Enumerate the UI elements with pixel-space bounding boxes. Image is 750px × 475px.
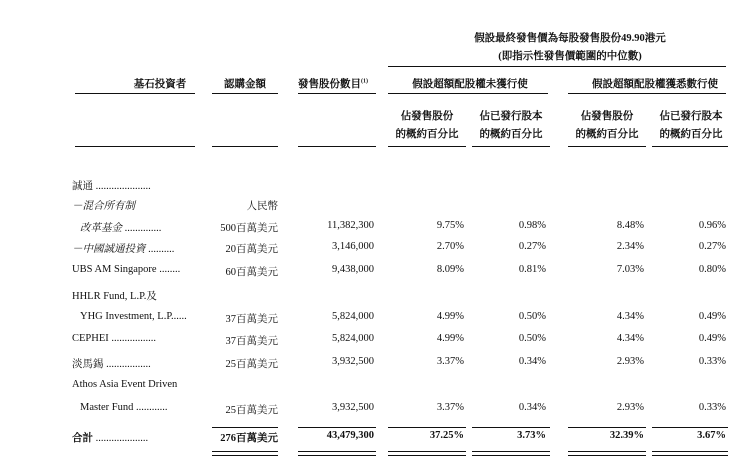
cell-p1: 8.09% [436, 264, 464, 275]
cell-p1: 3.37% [436, 356, 464, 367]
subrule-amount [212, 146, 278, 147]
investor-name [72, 379, 177, 390]
cell-p1: 9.75% [436, 220, 464, 231]
sub-issued-pct-1-l2: 的概約百分比 [479, 129, 543, 140]
cell-p2: 0.27% [518, 241, 546, 252]
sub-issued-pct-2-l1: 佔已發行股本 [659, 111, 723, 122]
cell-shares: 3,932,500 [332, 402, 374, 413]
investor-name-text: －混合所有制 [72, 201, 135, 212]
total-rule-p1-b [388, 455, 466, 456]
group-header-fully-exercised: 假設超額配股權獲悉數行使 [592, 79, 718, 90]
leader-dots: ................. [108, 333, 156, 344]
total-rule-p3-a [568, 451, 646, 452]
subrule-p2 [472, 146, 550, 147]
investor-name [72, 241, 174, 256]
cell-amount: 37百萬美元 [225, 336, 278, 347]
cell-p2: 0.50% [518, 333, 546, 344]
cell-p1: 2.70% [436, 241, 464, 252]
cell-p3: 2.93% [616, 356, 644, 367]
investor-name [80, 220, 161, 235]
investor-name [72, 430, 148, 445]
investor-name-text: UBS AM Singapore [72, 264, 157, 275]
investor-name-text: 誠通 [72, 181, 93, 192]
leader-dots: .............. [122, 223, 162, 234]
total-rule-amount-a [212, 451, 278, 452]
cell-p3: 32.39% [609, 430, 644, 441]
cell-p1: 4.99% [436, 311, 464, 322]
cell-amount: 人民幣 [246, 201, 278, 212]
rule-amount [212, 93, 278, 94]
cell-amount: 60百萬美元 [225, 267, 278, 278]
investor-name [72, 333, 156, 344]
investor-name [72, 288, 157, 303]
leader-dots: .......... [145, 244, 175, 255]
investor-name-text: Master Fund [80, 402, 134, 413]
sub-offer-pct-1-l2: 的概約百分比 [395, 129, 459, 140]
rule-investor [75, 93, 195, 94]
cell-amount: 276百萬美元 [220, 433, 278, 444]
sub-issued-pct-1-l1: 佔已發行股本 [479, 111, 543, 122]
cell-amount: 20百萬美元 [225, 244, 278, 255]
leader-dots: .................... [93, 433, 149, 444]
leader-dots: ........ [156, 264, 181, 275]
pre-total-rule-p2 [472, 427, 550, 428]
cell-shares: 5,824,000 [332, 311, 374, 322]
total-rule-shares-a [298, 451, 376, 452]
cell-p2: 0.50% [518, 311, 546, 322]
rule-group-1 [388, 93, 548, 94]
cell-p4: 0.49% [698, 311, 726, 322]
subrule-shares [298, 146, 376, 147]
top-title-rule [388, 66, 726, 67]
subrule-p4 [652, 146, 728, 147]
cell-amount: 500百萬美元 [220, 223, 278, 234]
cell-amount: 25百萬美元 [225, 405, 278, 416]
investor-name [80, 402, 168, 413]
cell-p3: 8.48% [616, 220, 644, 231]
cell-amount: 37百萬美元 [225, 314, 278, 325]
cell-amount: 25百萬美元 [225, 359, 278, 370]
col-header-shares-note: (1) [361, 78, 368, 85]
investor-name-text: －中國誠通投資 [72, 244, 146, 255]
leader-dots: ................. [103, 359, 151, 370]
cell-p1: 4.99% [436, 333, 464, 344]
subrule-investor [75, 146, 195, 147]
cell-p2: 3.73% [517, 430, 546, 441]
cell-p1: 37.25% [429, 430, 464, 441]
cell-p3: 2.34% [616, 241, 644, 252]
investor-name [72, 356, 151, 371]
investor-name-text: HHLR Fund, L.P.及 [72, 291, 157, 302]
cell-p4: 0.33% [698, 356, 726, 367]
cell-shares: 3,932,500 [332, 356, 374, 367]
cell-p4: 0.27% [698, 241, 726, 252]
leader-dots: ..................... [93, 181, 151, 192]
investor-name [72, 178, 151, 193]
cell-p3: 7.03% [616, 264, 644, 275]
group-header-not-exercised: 假設超額配股權未獲行使 [412, 79, 528, 90]
cell-p3: 4.34% [616, 311, 644, 322]
cell-p4: 0.49% [698, 333, 726, 344]
total-rule-amount-b [212, 455, 278, 456]
cell-shares: 43,479,300 [326, 430, 374, 441]
cell-shares: 5,824,000 [332, 333, 374, 344]
investor-name-text: 合計 [72, 433, 93, 444]
pre-total-rule-p3 [568, 427, 646, 428]
cell-p4: 0.33% [698, 402, 726, 413]
investor-name-text: 改革基金 [80, 223, 122, 234]
col-header-investor: 基石投資者 [133, 79, 187, 90]
cell-p4: 0.96% [698, 220, 726, 231]
investor-name [80, 311, 187, 322]
pre-total-rule-p1 [388, 427, 466, 428]
investor-name [72, 264, 180, 275]
pre-total-rule-p4 [652, 427, 728, 428]
cell-p3: 2.93% [616, 402, 644, 413]
sub-issued-pct-2-l2: 的概約百分比 [659, 129, 723, 140]
total-rule-p3-b [568, 455, 646, 456]
col-header-shares [298, 76, 368, 91]
sub-offer-pct-2-l2: 的概約百分比 [575, 129, 639, 140]
total-rule-p2-a [472, 451, 550, 452]
pre-total-rule-amount [212, 427, 278, 428]
cell-p3: 4.34% [616, 333, 644, 344]
cell-shares: 11,382,300 [327, 220, 374, 231]
cell-shares: 3,146,000 [332, 241, 374, 252]
leader-dots: ............ [133, 402, 168, 413]
total-rule-p4-b [652, 455, 728, 456]
col-header-amount: 認購金額 [224, 79, 266, 90]
total-rule-p1-a [388, 451, 466, 452]
cell-p2: 0.34% [518, 356, 546, 367]
cell-p2: 0.98% [518, 220, 546, 231]
leader-dots: ..... [173, 311, 187, 322]
sub-offer-pct-1-l1: 佔發售股份 [400, 111, 454, 122]
investor-name-text: YHG Investment, L.P. [80, 311, 174, 322]
header-top-title: 假設最終發售價為每股發售股份49.90港元 [474, 33, 666, 44]
subrule-p1 [388, 146, 466, 147]
investor-name-text: Athos Asia Event Driven [72, 379, 178, 390]
cell-p4: 3.67% [697, 430, 726, 441]
pre-total-rule-shares [298, 427, 376, 428]
cell-shares: 9,438,000 [332, 264, 374, 275]
cell-p2: 0.34% [518, 402, 546, 413]
investor-name-text: 淡馬錫 [72, 359, 104, 370]
total-rule-shares-b [298, 455, 376, 456]
subrule-p3 [568, 146, 646, 147]
col-header-shares-text: 發售股份數目 [298, 79, 361, 90]
cell-p1: 3.37% [436, 402, 464, 413]
investor-name-text: CEPHEI [72, 333, 109, 344]
rule-group-2 [568, 93, 726, 94]
cell-p2: 0.81% [518, 264, 546, 275]
investor-name [72, 198, 135, 213]
cell-p4: 0.80% [698, 264, 726, 275]
sub-offer-pct-2-l1: 佔發售股份 [580, 111, 634, 122]
total-rule-p2-b [472, 455, 550, 456]
total-rule-p4-a [652, 451, 728, 452]
rule-shares [298, 93, 376, 94]
header-top-subtitle: (即指示性發售價範圍的中位數) [498, 51, 642, 62]
